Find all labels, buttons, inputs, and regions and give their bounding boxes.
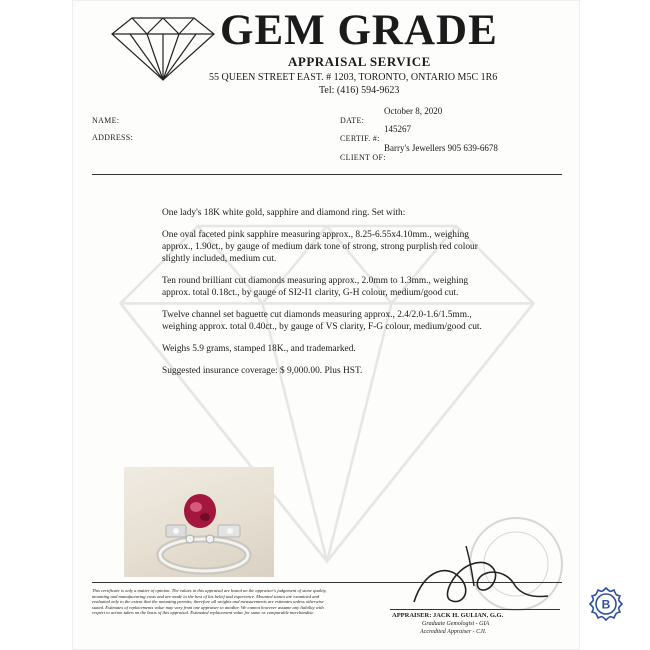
b-badge-icon — [588, 586, 624, 622]
description-intro: One lady's 18K white gold, sapphire and diamond ring. Set with: — [162, 208, 406, 218]
company-address: 55 QUEEN STREET EAST. # 1203, TORONTO, ONTARIO M5C 1R6 — [209, 72, 498, 83]
company-phone: Tel: (416) 594-9623 — [319, 85, 400, 96]
description-sapphire: One oval faceted pink sapphire measuring approx., 8.25-6.55x4.10mm., weighing approx., 1.90ct., by gauge of medium dark tone of strong, strong purplish red colour slightly included, medium cut. — [162, 230, 478, 264]
certif-label: CERTIF. #: — [340, 134, 380, 143]
appraiser-credential-gia: Graduate Gemologist - GIA — [422, 621, 490, 627]
handwritten-signature — [402, 540, 552, 610]
date-label: DATE: — [340, 116, 365, 125]
certif-value: 145267 — [384, 124, 411, 134]
description — [162, 207, 492, 377]
signature-line — [390, 609, 560, 610]
client-label: CLIENT OF: — [340, 153, 386, 162]
appraiser-name: APPRAISER: JACK H. GULIAN, G.G. — [392, 612, 504, 619]
ring-photo — [124, 467, 274, 577]
description-round-diamonds: Ten round brilliant cut diamonds measuring approx., 2.0mm to 1.3mm., weighing approx. total 0.18ct., by gauge of SI2-I1 clarity, G-H colour, medium/good cut. — [162, 276, 469, 298]
description-baguette-diamonds: Twelve channel set baguette cut diamonds measuring approx., 2.4/2.0-1.6/1.5mm., weighing approx. total 0.40ct., by gauge of VS clarity, F-G colour, medium/good cut. — [162, 310, 482, 332]
client-value: Barry's Jewellers 905 639-6678 — [384, 143, 498, 153]
badge-letter: B — [601, 597, 611, 612]
date-value: October 8, 2020 — [384, 106, 443, 116]
appraisal-certificate — [72, 0, 580, 650]
company-subtitle: APPRAISAL SERVICE — [288, 54, 431, 69]
disclaimer-text: This certificate is only a matter of opinion. The values in this appraisal are based on the appraiser's judgement of stone quality, mounting and manufacturing costs and are made to the best of his belief and experience. Mounted stones are examined and evaluated only to the extent that the mounting permits; therefore all weights and measurements are estimates unless otherwise stated. Estimates of replacements value may vary from one appraiser to another. We cannot however assume any liability with respect to action taken on the basis of this appraisal. Estimated replacement value for same or comparable merchandise. — [92, 588, 327, 616]
description-weight: Weighs 5.9 grams, stamped 18K., and trademarked. — [162, 344, 356, 354]
company-title: GEM GRADE — [220, 7, 498, 54]
ring-illustration-icon — [124, 467, 274, 577]
diamond-logo-icon — [110, 14, 216, 82]
appraiser-credential-cji: Accredited Appraiser - CJI. — [420, 629, 487, 635]
name-label: NAME: — [92, 116, 120, 125]
address-label: ADDRESS: — [92, 133, 134, 142]
header-divider — [92, 174, 562, 175]
description-insurance: Suggested insurance coverage: $ 9,000.00. Plus HST. — [162, 366, 363, 376]
